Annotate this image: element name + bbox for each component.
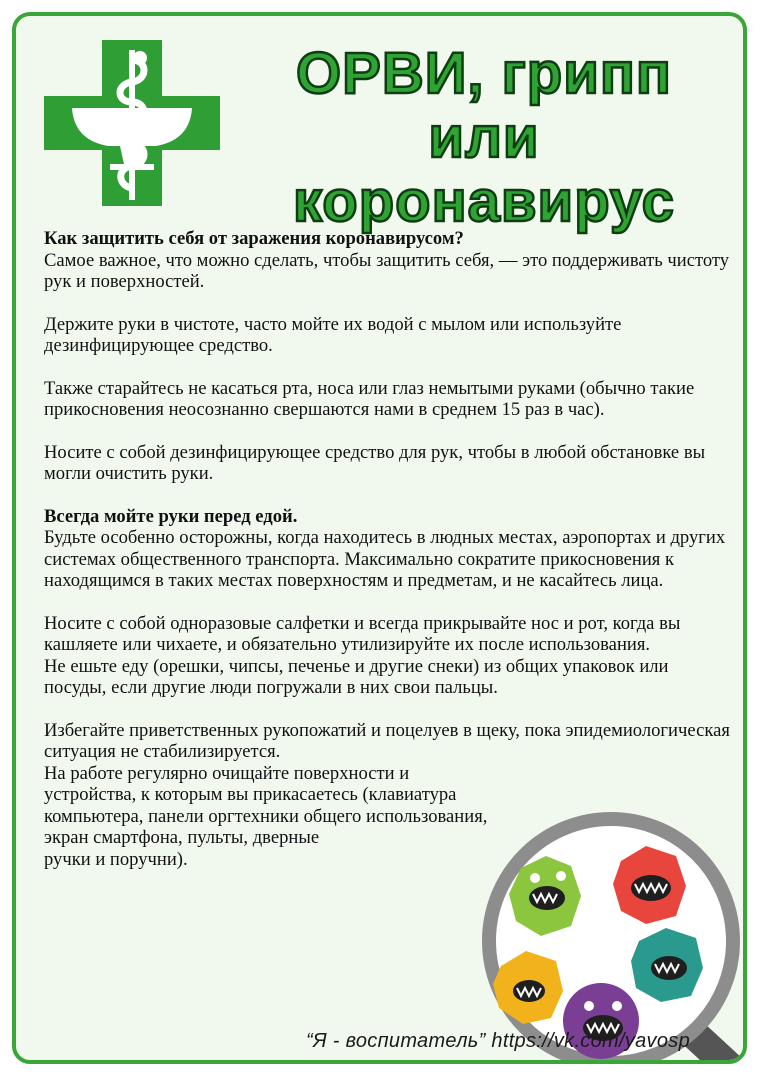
paragraph: ручки и поручни).	[44, 848, 188, 870]
paragraph: Носите с собой дезинфицирующее средство для рук, чтобы в любой обстановке вы могли очистить руки.	[44, 441, 706, 484]
paragraph: Держите руки в чистоте, часто мойте их водой с мылом или используйте дезинфицирующее средство.	[44, 313, 622, 356]
footer-credit: “Я - воспитатель” https://vk.com/yavosp	[306, 1030, 691, 1052]
paragraph: Избегайте приветственных рукопожатий и поцелуев в щеку, пока эпидемиологическая ситуация не стабилизируется.	[44, 719, 730, 762]
paragraph: Также старайтесь не касаться рта, носа или глаз немытыми руками (обычно такие прикосновения неосознанно свершаются нами в среднем 15 раз в час).	[44, 377, 695, 420]
paragraph: Будьте особенно осторожны, когда находитесь в людных местах, аэропортах и других системах общественного транспорта. Максимально сократите прикосновения к находящимся в таких местах поверхностям и предметам, и не касайтесь лица.	[44, 527, 726, 591]
title-line-2: или коронавирус	[293, 105, 675, 234]
poster-title	[234, 42, 734, 234]
title-line-1: ОРВИ, грипп	[296, 41, 672, 106]
poster	[12, 12, 747, 1064]
article-body	[44, 228, 734, 870]
paragraph: Носите с собой одноразовые салфетки и всегда прикрывайте нос и рот, когда вы кашляете или чихаете, и обязательно утилизируйте их после использования.	[44, 612, 681, 655]
pharmacy-cross-icon	[44, 40, 220, 206]
section-heading: Как защитить себя от заражения коронавирусом?	[44, 228, 464, 249]
paragraph: Самое важное, что можно сделать, чтобы защитить себя, — это поддерживать чистоту рук и поверхностей.	[44, 249, 730, 292]
magnifier-germs-icon	[471, 806, 747, 1064]
section-heading: Всегда мойте руки перед едой.	[44, 505, 298, 527]
paragraph: Не ешьте еду (орешки, чипсы, печенье и другие снеки) из общих упаковок или посуды, если другие люди погружали в них свои пальцы.	[44, 655, 669, 698]
paragraph: На работе регулярно очищайте поверхности и устройства, к которым вы прикасаетесь (клавиатура компьютера, панели оргтехники общего использования, экран смартфона, пульты, дверные	[44, 762, 488, 848]
